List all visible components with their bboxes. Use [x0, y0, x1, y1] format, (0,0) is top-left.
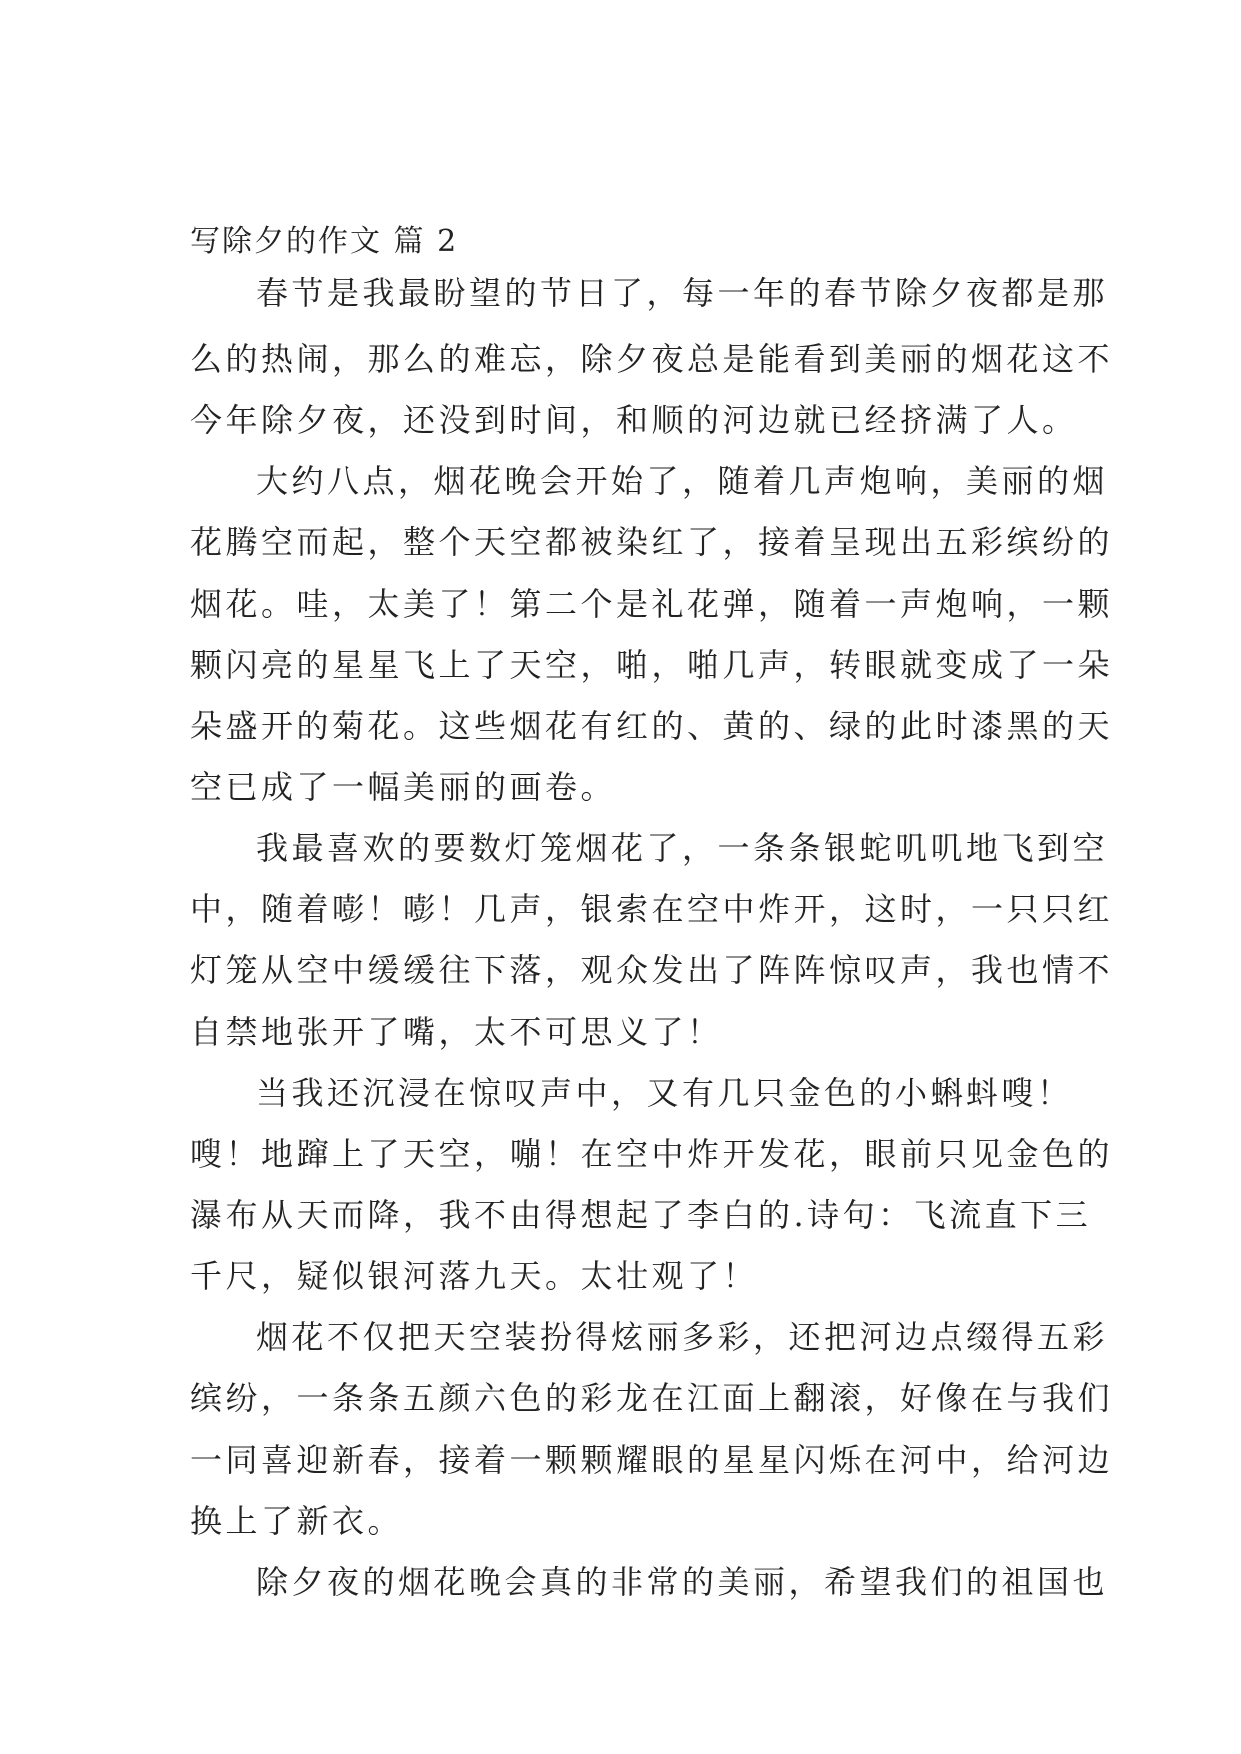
text-line: 中，随着嘭！嘭！几声，银索在空中炸开，这时，一只只红	[190, 890, 1114, 928]
text-line: 烟花不仅把天空装扮得炫丽多彩，还把河边点缀得五彩	[256, 1318, 1109, 1356]
text-line: 大约八点，烟花晚会开始了，随着几声炮响，美丽的烟	[256, 462, 1109, 500]
text-line: 今年除夕夜，还没到时间，和顺的河边就已经挤满了人。	[190, 401, 1078, 439]
text-line: 朵盛开的菊花。这些烟花有红的、黄的、绿的此时漆黑的天	[190, 707, 1114, 745]
text-line: 空已成了一幅美丽的画卷。	[190, 768, 617, 806]
text-line: 一同喜迎新春，接着一颗颗耀眼的星星闪烁在河中，给河边	[190, 1441, 1114, 1479]
text-line: 缤纷，一条条五颜六色的彩龙在江面上翻滚，好像在与我们	[190, 1379, 1114, 1417]
text-line: 除夕夜的烟花晚会真的非常的美丽，希望我们的祖国也	[256, 1563, 1109, 1601]
text-line: 我最喜欢的要数灯笼烟花了，一条条银蛇叽叽地飞到空	[256, 829, 1109, 867]
document-title: 写除夕的作文 篇 2	[190, 224, 459, 259]
text-line: 颗闪亮的星星飞上了天空，啪，啪几声，转眼就变成了一朵	[190, 646, 1114, 684]
text-line: 花腾空而起，整个天空都被染红了，接着呈现出五彩缤纷的	[190, 523, 1114, 561]
text-line: 么的热闹，那么的难忘，除夕夜总是能看到美丽的烟花这不	[190, 340, 1114, 378]
text-line: 千尺，疑似银河落九天。太壮观了！	[190, 1257, 759, 1295]
text-line: 灯笼从空中缓缓往下落，观众发出了阵阵惊叹声，我也情不	[190, 951, 1114, 989]
text-line: 自禁地张开了嘴，太不可思义了！	[190, 1013, 723, 1051]
text-line: 当我还沉浸在惊叹声中，又有几只金色的小蝌蚪嗖！	[256, 1074, 1073, 1112]
text-line: 换上了新衣。	[190, 1502, 404, 1540]
text-line: 春节是我最盼望的节日了，每一年的春节除夕夜都是那	[256, 274, 1109, 312]
text-line: 烟花。哇，太美了！第二个是礼花弹，随着一声炮响，一颗	[190, 585, 1114, 623]
text-line: 嗖！地蹿上了天空，嘣！在空中炸开发花，眼前只见金色的	[190, 1135, 1114, 1173]
text-line: 瀑布从天而降，我不由得想起了李白的.诗句：飞流直下三	[190, 1196, 1092, 1234]
